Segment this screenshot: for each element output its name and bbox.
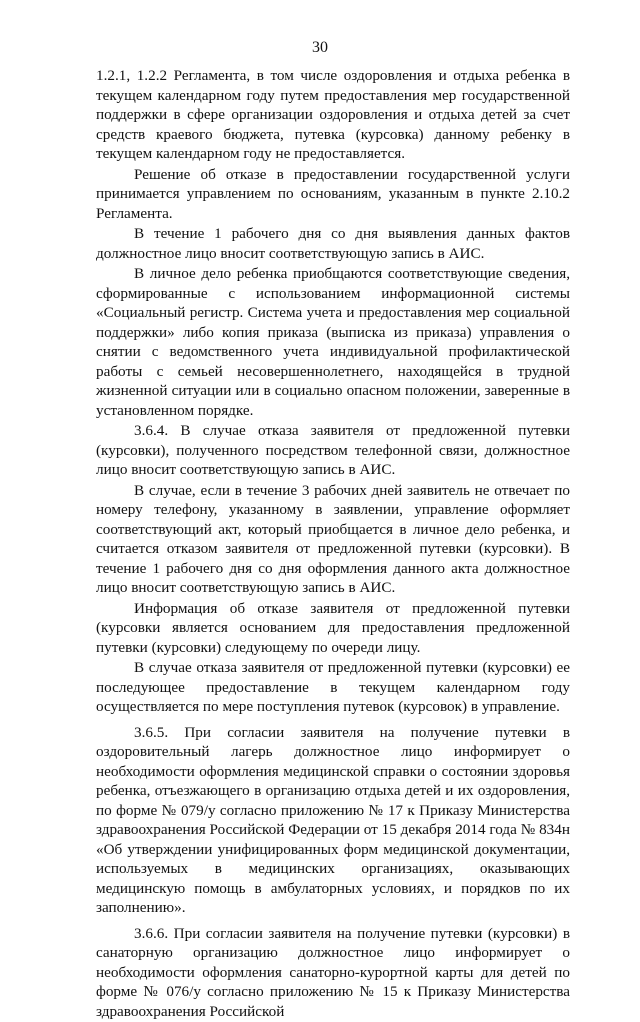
paragraph-no-answer: В случае, если в течение 3 рабочих дней заявитель не отвечает по номеру телефону, указанному в заявлении, управление оформляет соответствующий акт, который приобщается в личное дело ребенка, и считается отказом заявителя от предложенной путевки (курсовки). В течение 1 рабочего дня со дня оформления данного акта должностное лицо вносит соответствующую запись в АИС. <box>96 481 570 596</box>
paragraph-3-6-5: 3.6.5. При согласии заявителя на получение путевки в оздоровительный лагерь должностное лицо информирует о необходимости оформления медицинской справки о состоянии здоровья ребенка, отъезжающего в организацию отдыха детей и их оздоровления, по форме № 079/у согласно приложению № 17 к Приказу Министерства здравоохранения Российской Федерации от 15 декабря 2014 года № 834н «Об утверждении унифицированных форм медицинской документации, используемых в медицинских организациях, оказывающих медицинскую помощь в амбулаторных условиях, и порядков по их заполнению». <box>96 723 570 916</box>
paragraph-refusal-info: Информация об отказе заявителя от предложенной путевки (курсовки является основанием для предоставления предложенной путевки (курсовки) следующему по очереди лицу. <box>96 599 570 656</box>
paragraph-personal-file: В личное дело ребенка приобщаются соответствующие сведения, сформированные с использованием информационной системы «Социальный регистр. Система учета и предоставления мер социальной поддержки» либо копия приказа (выписка из приказа) управления о снятии с ведомственного учета индивидуальной профилактической работы с семьей несовершеннолетнего, находящейся в трудной жизненной ситуации или в социально опасном положении, заверенные в установленном порядке. <box>96 265 570 419</box>
paragraph-3-6-6: 3.6.6. При согласии заявителя на получение путевки (курсовки) в санаторную организацию должностное лицо информирует о необходимости оформления санаторно-курортной карты для детей по форме № 076/у согласно приложению № 15 к Приказу Министерства здравоохранения Российской <box>96 924 570 1020</box>
paragraph-subsequent-provision: В случае отказа заявителя от предложенной путевки (курсовки) ее последующее предоставление в текущем календарном году осуществляется по мере поступления путевок (курсовок) в управление. <box>96 659 570 715</box>
paragraph-refusal-decision: Решение об отказе в предоставлении государственной услуги принимается управлением по основаниям, указанным в пункте 2.10.2 Регламента. <box>96 165 570 222</box>
paragraph-continuation: 1.2.1, 1.2.2 Регламента, в том числе оздоровления и отдыха ребенка в текущем календарном году путем предоставления мер государственной поддержки в сфере организации оздоровления и отдыха детей за счет средств краевого бюджета, путевка (курсовка) данному ребенку в текущем календарном году не предоставляется. <box>96 67 570 162</box>
document-body <box>96 66 570 1022</box>
paragraph-ais-record: В течение 1 рабочего дня со дня выявления данных фактов должностное лицо вносит соответствующую запись в АИС. <box>96 225 570 262</box>
page-number: 30 <box>312 39 328 56</box>
paragraph-3-6-4: 3.6.4. В случае отказа заявителя от предложенной путевки (курсовки), полученного посредством телефонной связи, должностное лицо вносит соответствующую запись в АИС. <box>96 422 570 478</box>
